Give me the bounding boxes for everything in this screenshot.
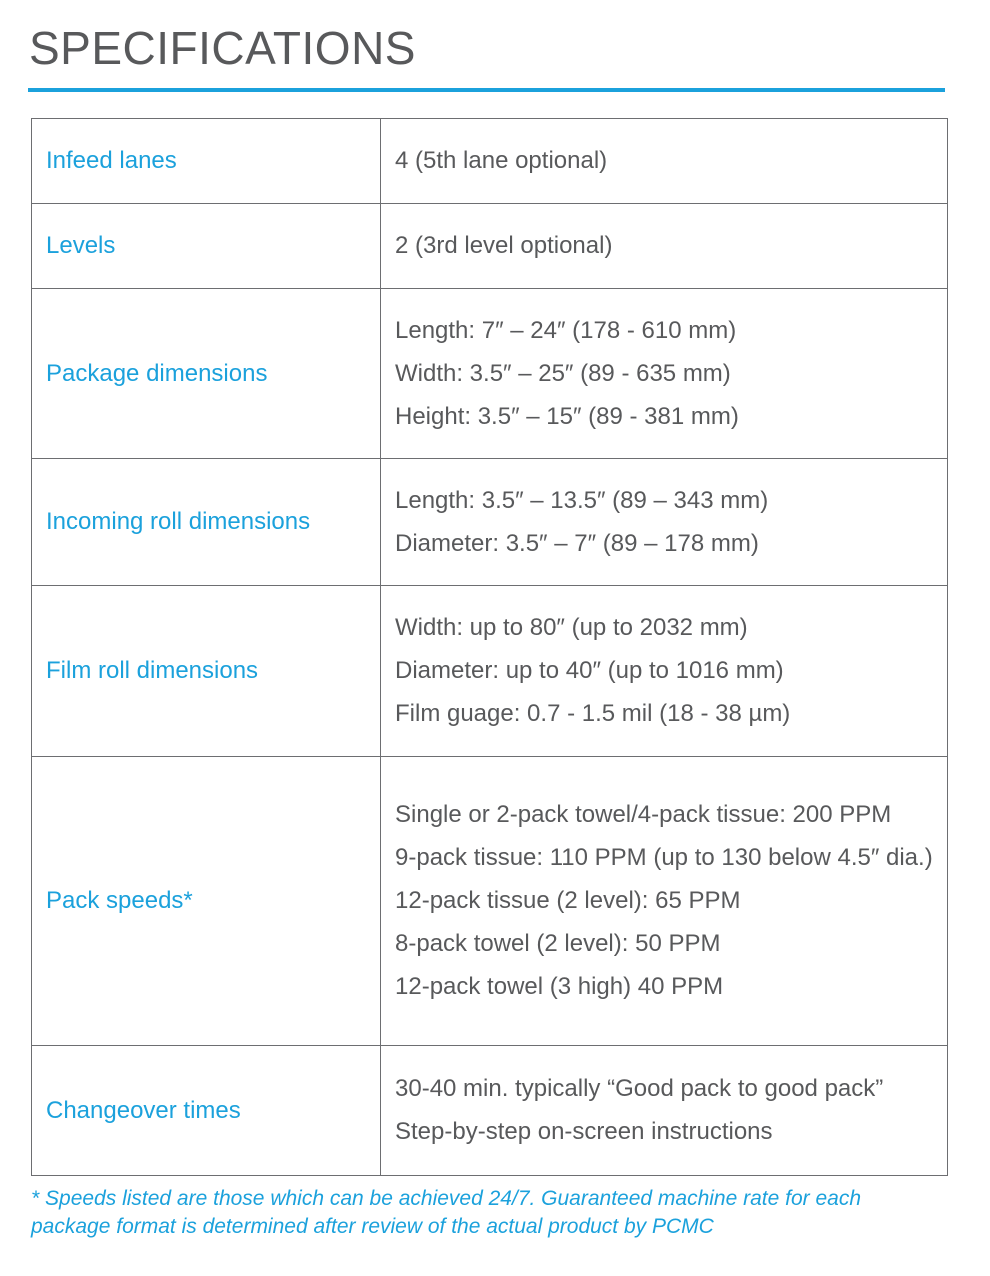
- spec-value-line: Width: 3.5″ – 25″ (89 - 635 mm): [395, 359, 731, 387]
- spec-row-changeover-times: [32, 1046, 948, 1176]
- spec-value: [381, 119, 948, 204]
- spec-value: [381, 459, 948, 586]
- spec-value: [381, 289, 948, 459]
- spec-label: Infeed lanes: [32, 119, 381, 204]
- spec-label: Changeover times: [32, 1046, 381, 1176]
- spec-row-pack-speeds: [32, 757, 948, 1046]
- spec-value: [381, 586, 948, 757]
- spec-value-line: 8-pack towel (2 level): 50 PPM: [395, 930, 721, 957]
- spec-value-line: Diameter: 3.5″ – 7″ (89 – 178 mm): [395, 529, 759, 557]
- spec-label: Film roll dimensions: [32, 586, 381, 757]
- spec-value-line: Diameter: up to 40″ (up to 1016 mm): [395, 657, 784, 684]
- spec-value-line: 9-pack tissue: 110 PPM (up to 130 below 4.5″ dia.): [395, 844, 933, 871]
- spec-value-line: 4 (5th lane optional): [395, 147, 608, 174]
- spec-value-line: 12-pack towel (3 high) 40 PPM: [395, 973, 724, 1000]
- spec-row-levels: [32, 204, 948, 289]
- title-underline: [28, 88, 945, 92]
- spec-label: Incoming roll dimensions: [32, 459, 381, 586]
- spec-value-line: Length: 3.5″ – 13.5″ (89 – 343 mm): [395, 486, 769, 514]
- page-title: SPECIFICATIONS: [29, 22, 416, 74]
- spec-value-line: 12-pack tissue (2 level): 65 PPM: [395, 887, 741, 914]
- spec-value-line: Length: 7″ – 24″ (178 - 610 mm): [395, 316, 737, 344]
- spec-label: Pack speeds*: [32, 757, 381, 1046]
- spec-row-film-roll-dimensions: [32, 586, 948, 757]
- spec-row-incoming-roll-dimensions: [32, 459, 948, 586]
- speeds-footnote: * Speeds listed are those which can be achieved 24/7. Guaranteed machine rate for each package format is determined after review of the actual product by PCMC: [31, 1187, 862, 1238]
- spec-value: [381, 204, 948, 289]
- spec-value-line: Film guage: 0.7 - 1.5 mil (18 - 38 µm): [395, 700, 791, 727]
- spec-row-package-dimensions: [32, 289, 948, 459]
- spec-label: Package dimensions: [32, 289, 381, 459]
- spec-value-line: Width: up to 80″ (up to 2032 mm): [395, 614, 748, 641]
- spec-value-line: 30-40 min. typically “Good pack to good pack”: [395, 1075, 884, 1102]
- specifications-table: [31, 118, 948, 1176]
- spec-row-infeed-lanes: [32, 119, 948, 204]
- spec-value: [381, 1046, 948, 1176]
- spec-value-line: Step-by-step on-screen instructions: [395, 1118, 773, 1145]
- spec-value-line: 2 (3rd level optional): [395, 232, 613, 259]
- spec-value-line: Single or 2-pack towel/4-pack tissue: 200 PPM: [395, 801, 892, 828]
- spec-value: [381, 757, 948, 1046]
- spec-label: Levels: [32, 204, 381, 289]
- spec-value-line: Height: 3.5″ – 15″ (89 - 381 mm): [395, 402, 739, 430]
